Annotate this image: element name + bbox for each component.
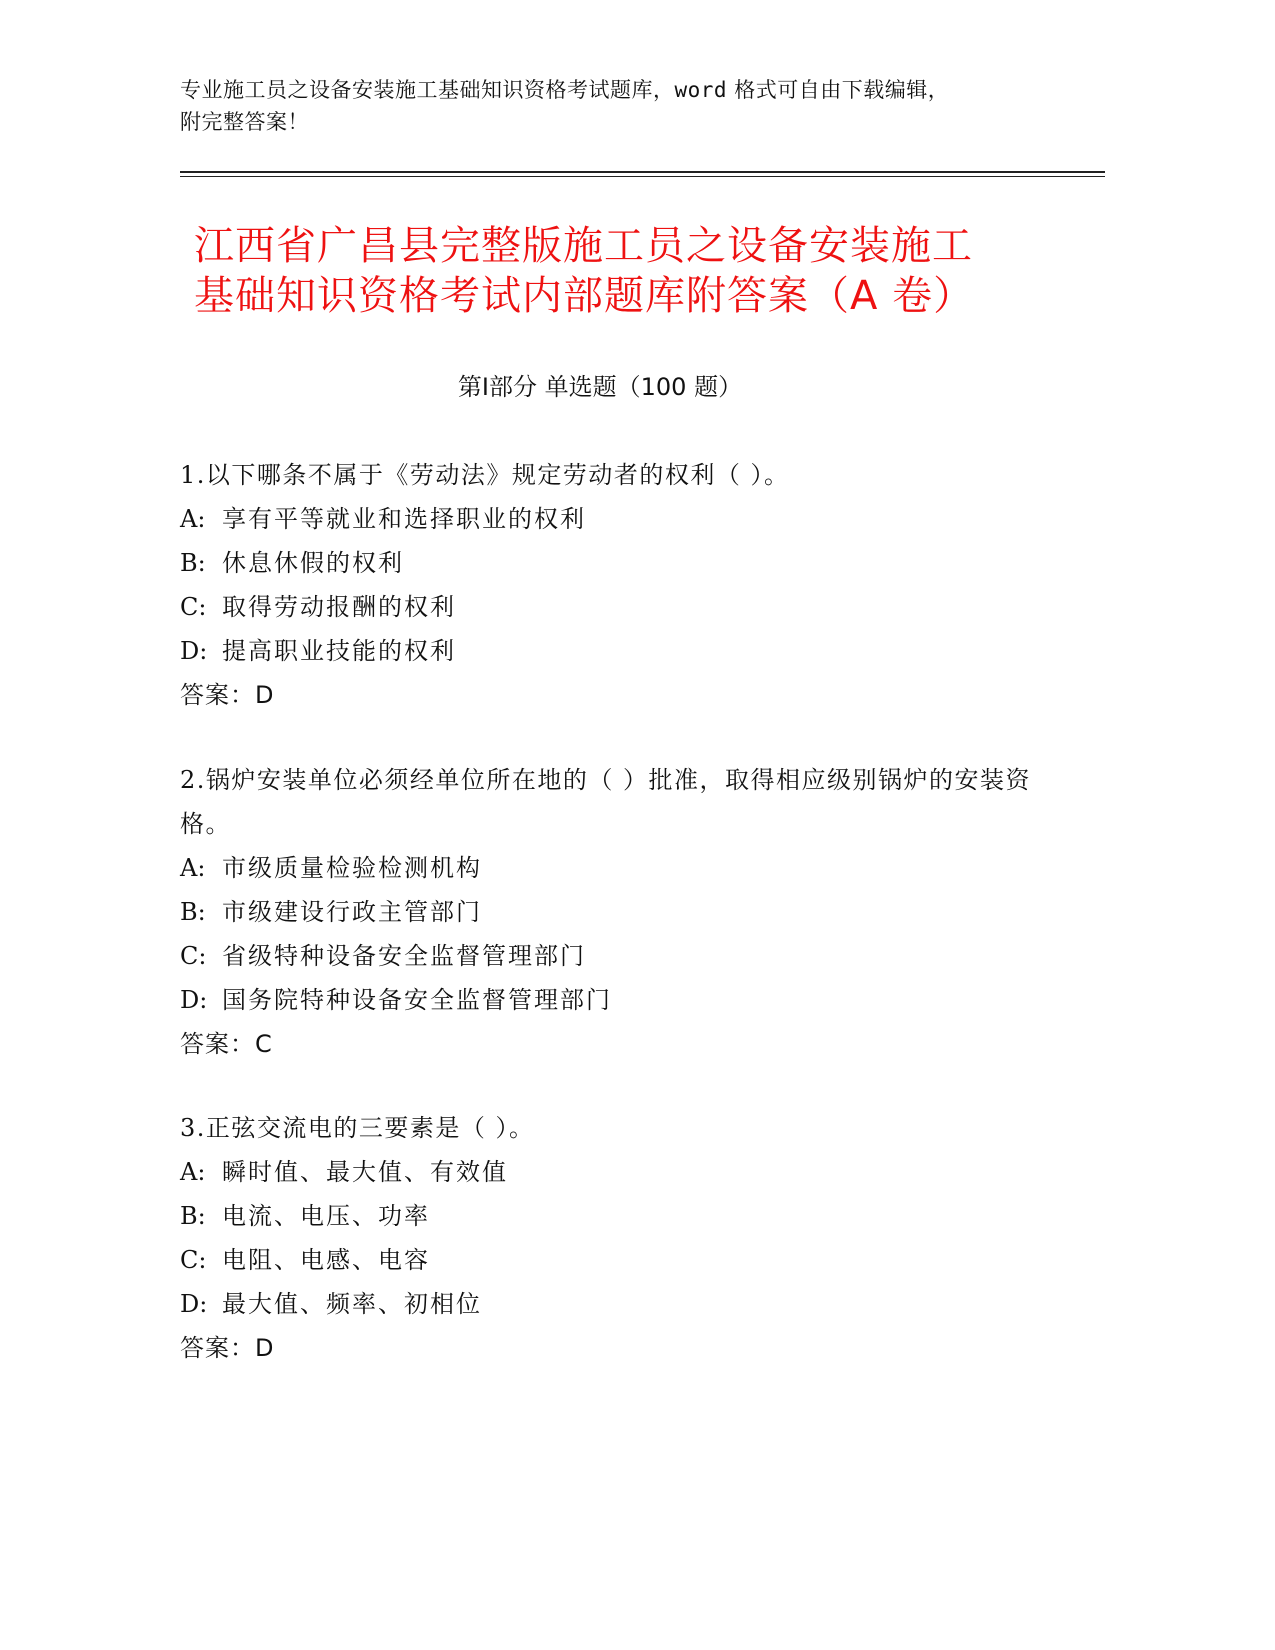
question-stem: 2.锅炉安装单位必须经单位所在地的（ ）批准，取得相应级别锅炉的安装资格。 xyxy=(180,766,1032,838)
header-note-text-2: 格式可自由下载编辑， xyxy=(727,78,950,102)
option-text: 瞬时值、最大值、有效值 xyxy=(222,1158,508,1186)
answer: 答案：C xyxy=(180,1030,273,1058)
option-label: D: xyxy=(180,637,208,665)
document-title-line-1: 江西省广昌县完整版施工员之设备安装施工 xyxy=(194,223,973,269)
option-b xyxy=(180,890,1050,934)
option-a xyxy=(180,846,1050,890)
option-c xyxy=(180,934,1050,978)
header-note-line-2: 附完整答案！ xyxy=(180,110,309,134)
option-d xyxy=(180,1282,1050,1326)
question-stem: 3.正弦交流电的三要素是（ ）。 xyxy=(180,1114,535,1142)
option-c xyxy=(180,1238,1050,1282)
answer: 答案：D xyxy=(180,681,275,709)
question-stem: 1.以下哪条不属于《劳动法》规定劳动者的权利（ ）。 xyxy=(180,461,790,489)
option-text: 市级质量检验检测机构 xyxy=(222,854,482,882)
option-text: 省级特种设备安全监督管理部门 xyxy=(222,942,586,970)
header-divider-thin xyxy=(180,176,1105,177)
question-3 xyxy=(180,1106,1050,1370)
option-label: D: xyxy=(180,1290,208,1318)
option-label: B: xyxy=(180,898,206,926)
answer: 答案：D xyxy=(180,1334,275,1362)
option-text: 享有平等就业和选择职业的权利 xyxy=(222,505,586,533)
header-divider-thick xyxy=(180,171,1105,173)
option-text: 取得劳动报酬的权利 xyxy=(222,593,456,621)
option-label: D: xyxy=(180,986,208,1014)
option-label: C: xyxy=(180,942,207,970)
option-a xyxy=(180,497,1050,541)
option-d xyxy=(180,629,1050,673)
option-label: B: xyxy=(180,1202,206,1230)
section-heading: 第Ⅰ部分 单选题（100 题） xyxy=(457,373,743,401)
option-text: 电流、电压、功率 xyxy=(222,1202,430,1230)
document-title xyxy=(194,221,1094,321)
option-text: 市级建设行政主管部门 xyxy=(222,898,482,926)
option-b xyxy=(180,541,1050,585)
option-label: C: xyxy=(180,593,207,621)
option-label: A: xyxy=(180,1158,206,1186)
option-d xyxy=(180,978,1050,1022)
document-title-line-2: 基础知识资格考试内部题库附答案（A 卷） xyxy=(194,273,975,319)
option-a xyxy=(180,1150,1050,1194)
option-text: 电阻、电感、电容 xyxy=(222,1246,430,1274)
question-2 xyxy=(180,758,1050,1066)
header-note-line-1 xyxy=(180,74,1060,106)
option-label: B: xyxy=(180,549,206,577)
option-text: 最大值、频率、初相位 xyxy=(222,1290,482,1318)
option-c xyxy=(180,585,1050,629)
header-note-text: 专业施工员之设备安装施工基础知识资格考试题库， xyxy=(180,78,675,102)
option-text: 休息休假的权利 xyxy=(222,549,404,577)
option-b xyxy=(180,1194,1050,1238)
option-label: A: xyxy=(180,505,206,533)
header-note xyxy=(180,74,1060,138)
header-note-word: word xyxy=(674,78,728,102)
option-text: 提高职业技能的权利 xyxy=(222,637,456,665)
option-text: 国务院特种设备安全监督管理部门 xyxy=(222,986,612,1014)
option-label: C: xyxy=(180,1246,207,1274)
option-label: A: xyxy=(180,854,206,882)
question-1 xyxy=(180,453,1050,717)
